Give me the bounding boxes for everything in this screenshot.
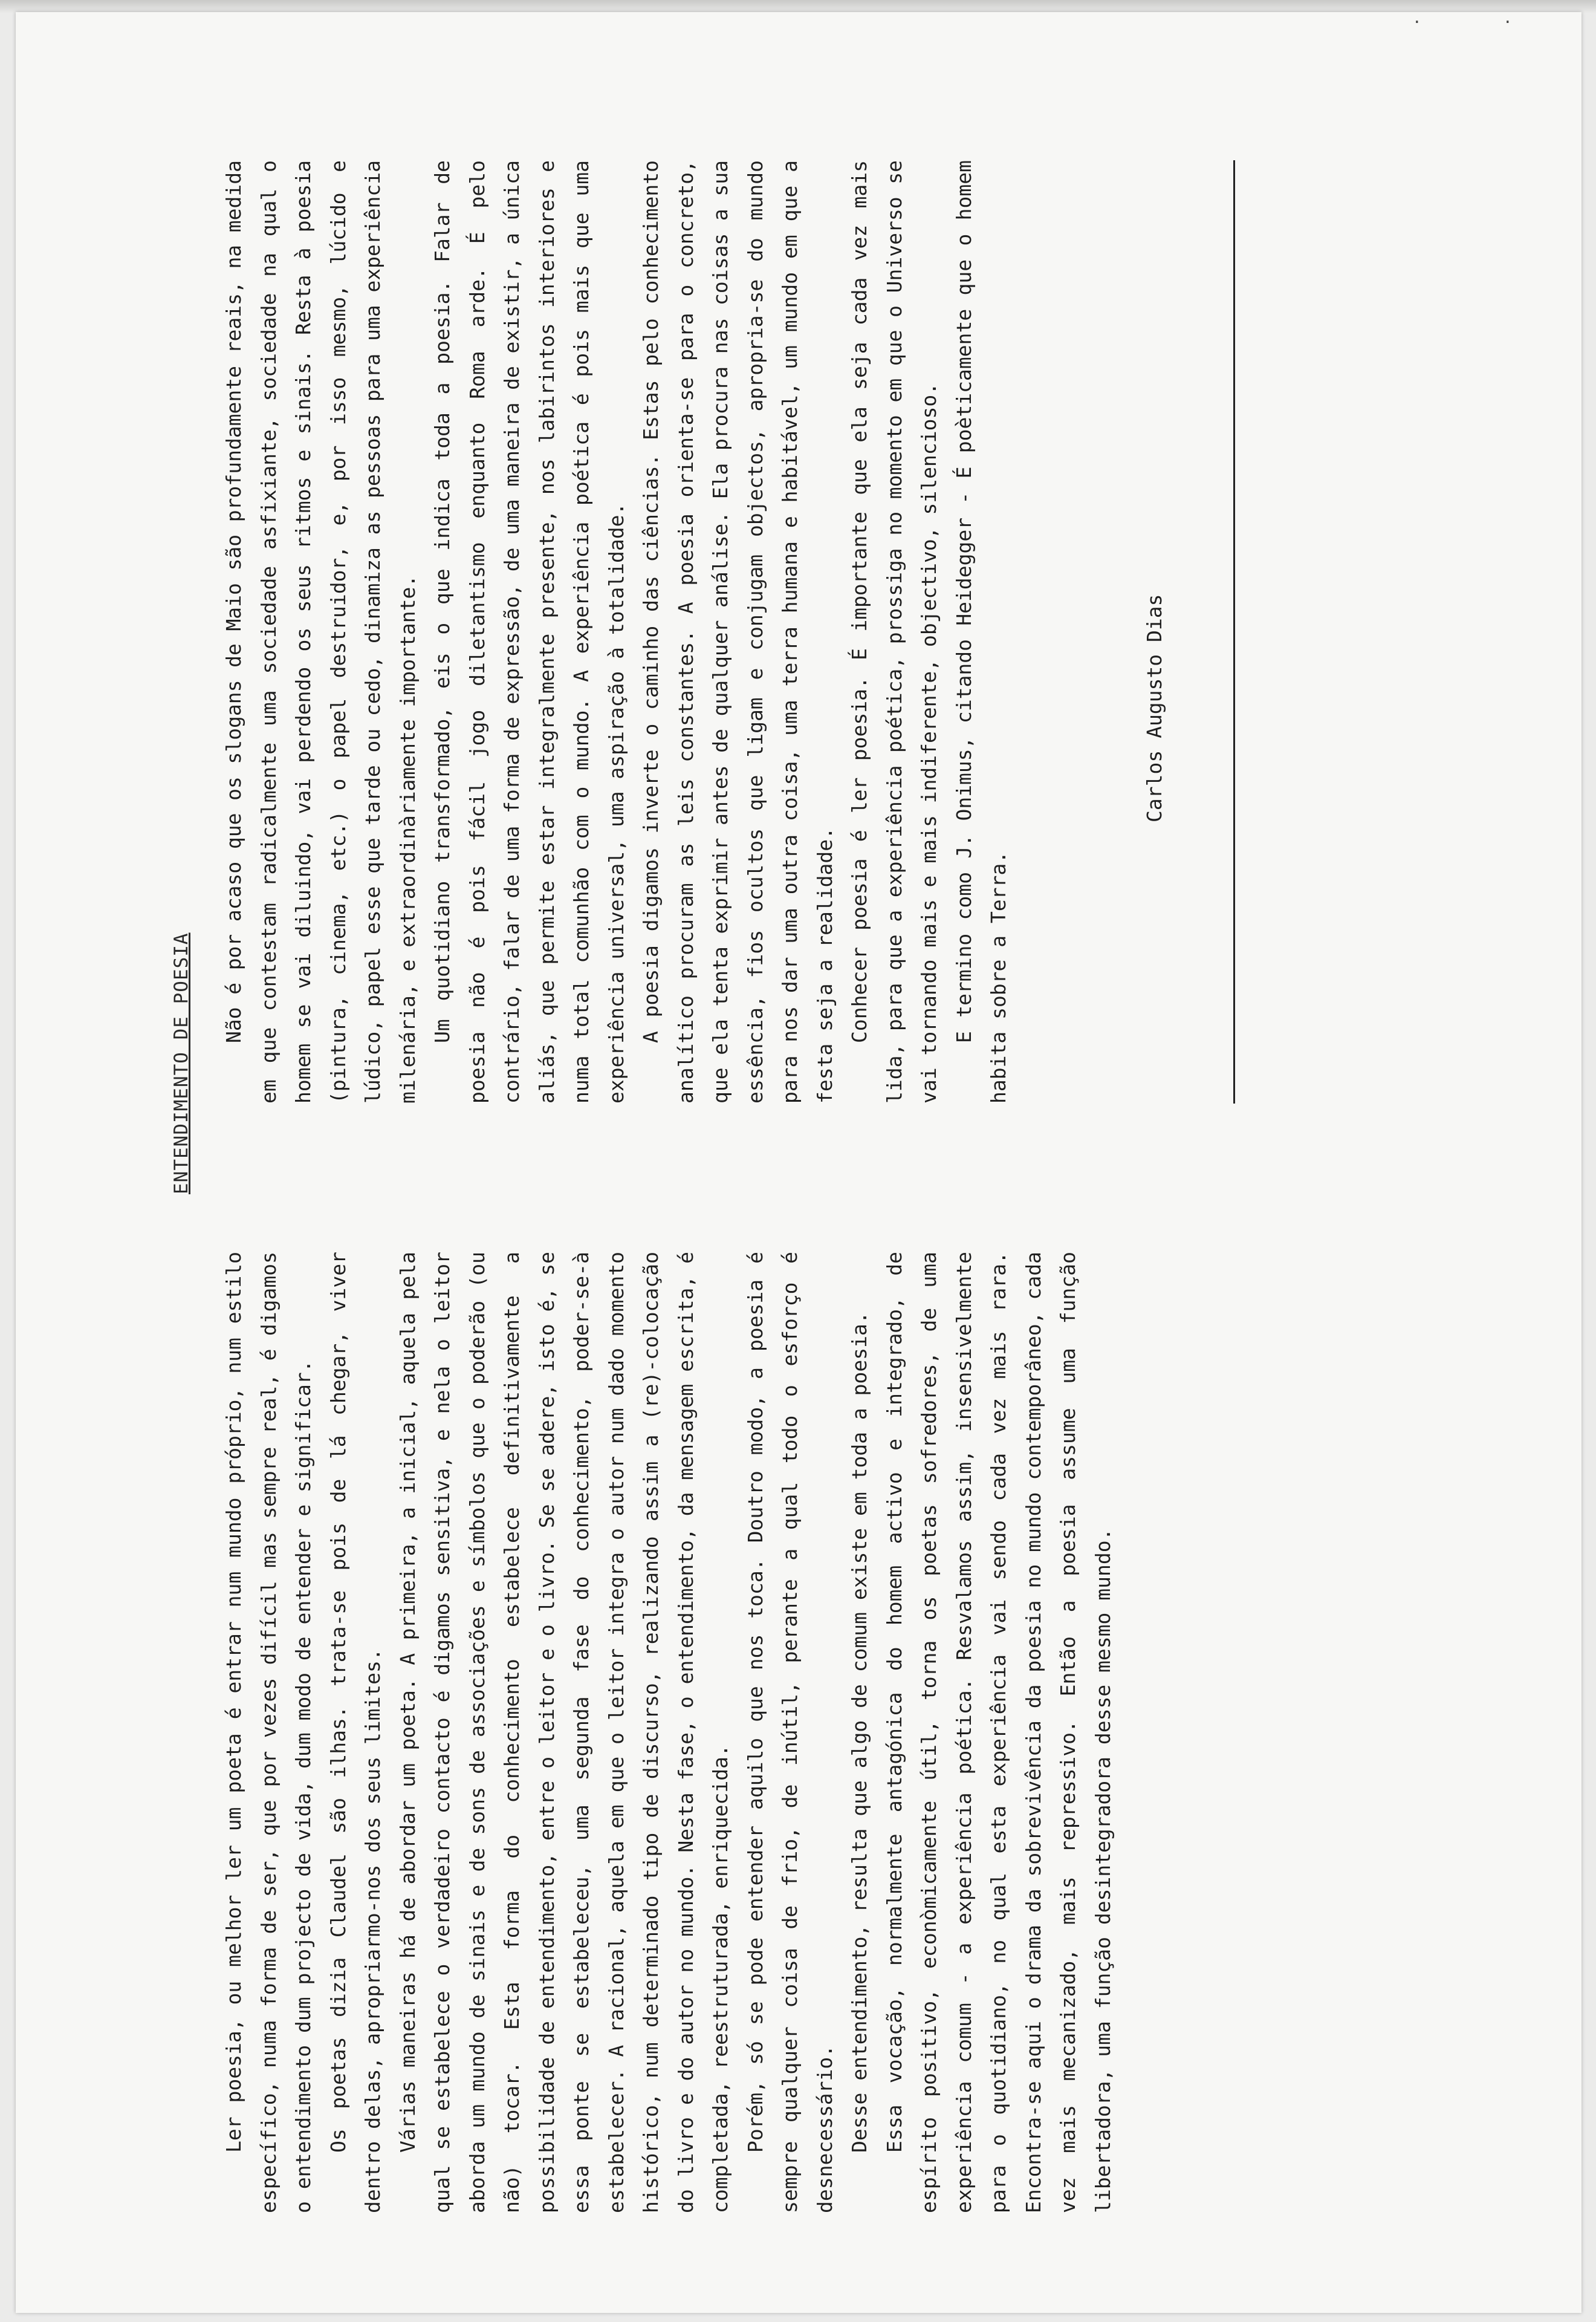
paragraph: Porém, só se pode entender aquilo que nos toca. Doutro modo, a poesia é sempre qualquer coisa de frio, de inútil, perante a qual todo o esforço é desnecessário.	[743, 1252, 837, 2213]
paragraph: Um quotidiano transformado, eis o que indica toda a poesia. Falar de poesia não é pois fácil jogo diletantismo enquanto Roma arde. É pelo contrário, falar de uma forma de expressão, de uma maneira de existir, a única aliás, que permite estar integralmente presente, nos labirintos interiores e numa total comunhão com o mundo. A experiência poética é pois mais que uma experiência universal, uma aspiração à totalidade.	[430, 160, 628, 1104]
paragraph: Essa vocação, normalmente antagónica do homem activo e integrado, de espírito positivo, econòmicamente útil, torna os poetas sofredores, de uma experiência comum - a experiência poética. Resvalamos assim, insensivelmente para o quotidiano, no qual esta experiência vai sendo cada vez mais rara. Encontra-se aqui o drama da sobrevivência da poesia no mundo contemporâneo, cada vez mais mecanizado, mais repressivo. Então a poesia assume uma função libertadora, uma função desintegradora desse mesmo mundo.	[882, 1252, 1115, 2213]
closing-rule	[1233, 160, 1235, 1104]
scan-mark: ·	[1412, 13, 1422, 31]
article-title: ENTENDIMENTO DE POESIA	[170, 932, 192, 1194]
paragraph: Ler poesia, ou melhor ler um poeta é entrar num mundo próprio, num estilo específico, numa forma de ser, que por vezes difícil mas sempre real, é digamos o entendimento dum projecto de vida, dum modo de entender e significar.	[222, 1252, 315, 2213]
paragraph: Várias maneiras há de abordar um poeta. A primeira, a inicial, aquela pela qual se estabelece o verdadeiro contacto é digamos sensitiva, e nela o leitor aborda um mundo de sinais e de sons de associações e símbolos que o poderão (ou não) tocar. Esta forma do conhecimento estabelece definitivamente a possibilidade de entendimento, entre o leitor e o livro. Se se adere, isto é, se essa ponte se estabeleceu, uma segunda fase do conhecimento, poder-se-à estabelecer. A racional, aquela em que o leitor integra o autor num dado momento histórico, num determinado tipo de discurso, realizando assim a (re)-colocação do livro e do autor no mundo. Nesta fase, o entendimento, da mensagem escrita, é completada, reestruturada, enriquecida.	[395, 1252, 732, 2213]
paragraph: A poesia digamos inverte o caminho das ciências. Estas pelo conhecimento analítico procuram as leis constantes. A poesia orienta-se para o concreto, que ela tenta exprimir antes de qualquer análise. Ela procura nas coisas a sua essência, fios ocultos que ligam e conjugam objectos, apropria-se do mundo para nos dar uma outra coisa, uma terra humana e habitável, um mundo em que a festa seja a realidade.	[639, 160, 837, 1104]
scan-mark: ·	[1503, 13, 1513, 31]
left-column	[216, 1252, 1120, 2213]
paragraph: Os poetas dizia Claudel são ilhas. trata-se pois de lá chegar, viver dentro delas, apropriarmo-nos dos seus limites.	[326, 1252, 384, 2213]
rotated-article	[169, 109, 1403, 2213]
scan-edge	[0, 0, 1596, 13]
author-signature: Carlos Augusto Dias	[1143, 594, 1166, 822]
paragraph: Não é por acaso que os slogans de Maio são profundamente reais, na medida em que contestam radicalmente uma sociedade asfixiante, sociedade na qual o homem se vai diluindo, vai perdendo os seus ritmos e sinais. Resta à poesia (pintura, cinema, etc.) o papel destruidor, e, por isso mesmo, lúcido e lúdico, papel esse que tarde ou cedo, dinamiza as pessoas para uma experiência milenária, e extraordinàriamente importante.	[222, 160, 420, 1104]
paragraph: Conhecer poesia é ler poesia. É importante que ela seja cada vez mais lida, para que a experiência poética, prossiga no momento em que o Universo se vai tornando mais e mais indiferente, objectivo, silencioso.	[848, 160, 941, 1104]
paragraph: E termino como J. Onimus, citando Heidegger - É poèticamente que o homem habita sobre a Terra.	[952, 160, 1010, 1104]
right-column	[216, 160, 1016, 1104]
paragraph: Desse entendimento, resulta que algo de comum existe em toda a poesia.	[848, 1312, 871, 2153]
